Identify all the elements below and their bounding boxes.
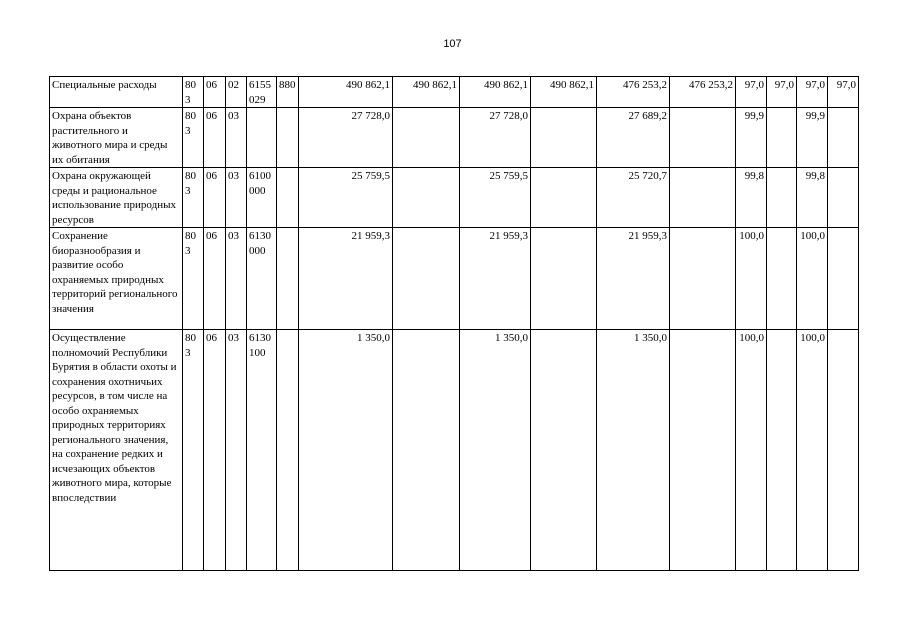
row-name-cell: Специальные расходы bbox=[50, 77, 183, 108]
percent-of-refined-cell: 97,0 bbox=[797, 77, 828, 108]
percent-of-refined-cell: 99,8 bbox=[797, 168, 828, 228]
refined-plan-federal-cell bbox=[531, 108, 597, 168]
table-row bbox=[50, 168, 859, 228]
admin-code-cell: 803 bbox=[183, 108, 204, 168]
refined-plan-cell: 21 959,3 bbox=[460, 228, 531, 330]
table-row bbox=[50, 330, 859, 571]
table-row bbox=[50, 228, 859, 330]
row-name-cell: Сохранение биоразнообразия и развитие особо охраняемых природных территорий регионального значения bbox=[50, 228, 183, 330]
percent-of-refined-cell: 100,0 bbox=[797, 330, 828, 571]
expense-type-code-cell bbox=[277, 168, 299, 228]
expense-type-code-cell bbox=[277, 228, 299, 330]
refined-plan-federal-cell bbox=[531, 330, 597, 571]
percent-of-refined-federal-cell bbox=[828, 228, 859, 330]
section-code-cell: 06 bbox=[204, 168, 226, 228]
target-article-code-cell bbox=[247, 108, 277, 168]
percent-of-refined-federal-cell bbox=[828, 108, 859, 168]
approved-plan-federal-cell bbox=[393, 330, 460, 571]
approved-plan-federal-cell bbox=[393, 108, 460, 168]
refined-plan-federal-cell: 490 862,1 bbox=[531, 77, 597, 108]
admin-code-cell: 803 bbox=[183, 330, 204, 571]
approved-plan-cell: 1 350,0 bbox=[299, 330, 393, 571]
refined-plan-cell: 27 728,0 bbox=[460, 108, 531, 168]
approved-plan-federal-cell bbox=[393, 228, 460, 330]
percent-of-plan-cell: 100,0 bbox=[736, 228, 767, 330]
approved-plan-cell: 25 759,5 bbox=[299, 168, 393, 228]
approved-plan-federal-cell bbox=[393, 168, 460, 228]
approved-plan-federal-cell: 490 862,1 bbox=[393, 77, 460, 108]
subsection-code-cell: 03 bbox=[226, 108, 247, 168]
executed-federal-cell bbox=[670, 108, 736, 168]
executed-cell: 27 689,2 bbox=[597, 108, 670, 168]
executed-federal-cell bbox=[670, 168, 736, 228]
subsection-code-cell: 03 bbox=[226, 168, 247, 228]
expense-type-code-cell bbox=[277, 330, 299, 571]
executed-cell: 476 253,2 bbox=[597, 77, 670, 108]
target-article-code-cell: 6155 029 bbox=[247, 77, 277, 108]
target-article-code-cell: 6130 000 bbox=[247, 228, 277, 330]
percent-of-refined-federal-cell bbox=[828, 168, 859, 228]
percent-of-plan-federal-cell bbox=[767, 168, 797, 228]
page-number: 107 bbox=[443, 38, 462, 50]
row-name-cell: Осуществление полномочий Республики Бурятия в области охоты и сохранения охотничьих ресурсов, в том числе на особо охраняемых природных территориях регионального значения, на сохранение редких и исчезающих объектов животного мира, которые впоследствии bbox=[50, 330, 183, 571]
approved-plan-cell: 490 862,1 bbox=[299, 77, 393, 108]
refined-plan-cell: 490 862,1 bbox=[460, 77, 531, 108]
approved-plan-cell: 27 728,0 bbox=[299, 108, 393, 168]
executed-federal-cell: 476 253,2 bbox=[670, 77, 736, 108]
subsection-code-cell: 03 bbox=[226, 228, 247, 330]
section-code-cell: 06 bbox=[204, 228, 226, 330]
percent-of-plan-federal-cell bbox=[767, 330, 797, 571]
percent-of-refined-federal-cell: 97,0 bbox=[828, 77, 859, 108]
row-name-cell: Охрана объектов растительного и животного мира и среды их обитания bbox=[50, 108, 183, 168]
percent-of-plan-cell: 97,0 bbox=[736, 77, 767, 108]
target-article-code-cell: 6100 000 bbox=[247, 168, 277, 228]
table-row bbox=[50, 77, 859, 108]
executed-cell: 25 720,7 bbox=[597, 168, 670, 228]
budget-table bbox=[49, 76, 859, 571]
percent-of-plan-cell: 99,9 bbox=[736, 108, 767, 168]
admin-code-cell: 803 bbox=[183, 77, 204, 108]
percent-of-plan-cell: 100,0 bbox=[736, 330, 767, 571]
section-code-cell: 06 bbox=[204, 330, 226, 571]
approved-plan-cell: 21 959,3 bbox=[299, 228, 393, 330]
section-code-cell: 06 bbox=[204, 108, 226, 168]
expense-type-code-cell: 880 bbox=[277, 77, 299, 108]
executed-cell: 1 350,0 bbox=[597, 330, 670, 571]
percent-of-plan-federal-cell: 97,0 bbox=[767, 77, 797, 108]
row-name-cell: Охрана окружающей среды и рациональное использование природных ресурсов bbox=[50, 168, 183, 228]
percent-of-plan-federal-cell bbox=[767, 108, 797, 168]
refined-plan-federal-cell bbox=[531, 168, 597, 228]
percent-of-refined-federal-cell bbox=[828, 330, 859, 571]
percent-of-refined-cell: 100,0 bbox=[797, 228, 828, 330]
section-code-cell: 06 bbox=[204, 77, 226, 108]
subsection-code-cell: 03 bbox=[226, 330, 247, 571]
refined-plan-cell: 25 759,5 bbox=[460, 168, 531, 228]
subsection-code-cell: 02 bbox=[226, 77, 247, 108]
refined-plan-federal-cell bbox=[531, 228, 597, 330]
percent-of-plan-cell: 99,8 bbox=[736, 168, 767, 228]
percent-of-plan-federal-cell bbox=[767, 228, 797, 330]
admin-code-cell: 803 bbox=[183, 228, 204, 330]
percent-of-refined-cell: 99,9 bbox=[797, 108, 828, 168]
executed-federal-cell bbox=[670, 330, 736, 571]
admin-code-cell: 803 bbox=[183, 168, 204, 228]
target-article-code-cell: 6130 100 bbox=[247, 330, 277, 571]
table-row bbox=[50, 108, 859, 168]
executed-federal-cell bbox=[670, 228, 736, 330]
executed-cell: 21 959,3 bbox=[597, 228, 670, 330]
refined-plan-cell: 1 350,0 bbox=[460, 330, 531, 571]
expense-type-code-cell bbox=[277, 108, 299, 168]
